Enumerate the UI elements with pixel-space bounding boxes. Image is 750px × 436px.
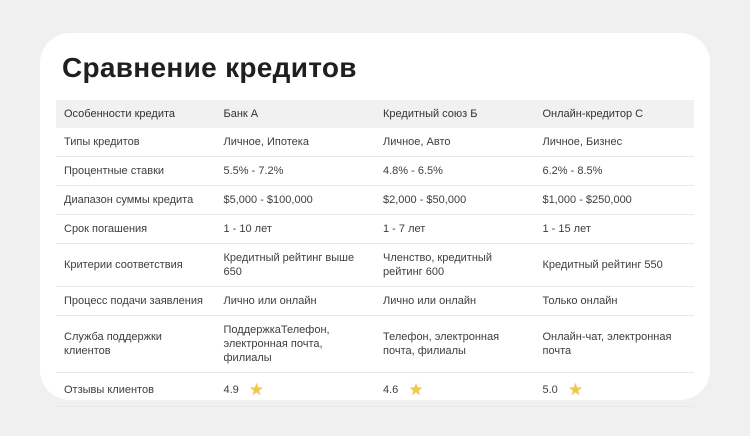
value-cell: Личное, Ипотека (216, 128, 376, 157)
value-cell: Личное, Бизнес (535, 128, 695, 157)
value-cell: Лично или онлайн (216, 287, 376, 316)
table-row-application-process (56, 287, 694, 316)
value-cell: 1 - 15 лет (535, 215, 695, 244)
feature-cell: Диапазон суммы кредита (56, 186, 216, 215)
value-cell: Кредитный рейтинг 550 (535, 244, 695, 287)
column-header-bank-a: Банк А (216, 100, 376, 128)
value-cell: $5,000 - $100,000 (216, 186, 376, 215)
value-cell: 5.5% - 7.2% (216, 157, 376, 186)
value-cell: Только онлайн (535, 287, 695, 316)
table-row-repayment-term (56, 215, 694, 244)
value-cell: ПоддержкаТелефон, электронная почта, филиалы (216, 316, 376, 373)
value-cell: $2,000 - $50,000 (375, 186, 535, 215)
table-header-row (56, 100, 694, 128)
column-header-online-lender-c: Онлайн-кредитор С (535, 100, 695, 128)
rating-value: 5.0 (542, 383, 558, 396)
rating-value: 4.6 (383, 383, 399, 396)
star-icon: ★ (567, 380, 584, 399)
page-title: Сравнение кредитов (62, 52, 357, 83)
value-cell: 1 - 10 лет (216, 215, 376, 244)
rating-cell (375, 373, 535, 407)
star-icon: ★ (408, 380, 424, 399)
value-cell: Телефон, электронная почта, филиалы (375, 316, 535, 373)
value-cell: Онлайн-чат, электронная почта (535, 316, 695, 373)
feature-cell: Процесс подачи заявления (56, 287, 216, 316)
value-cell: Личное, Авто (375, 128, 535, 157)
feature-cell: Типы кредитов (56, 128, 216, 157)
feature-cell: Служба поддержки клиентов (56, 316, 216, 373)
table-row-customer-support (56, 316, 694, 373)
table-row-interest-rates (56, 157, 694, 186)
rating-cell (535, 373, 695, 407)
value-cell: 4.8% - 6.5% (375, 157, 535, 186)
column-header-credit-union-b: Кредитный союз Б (375, 100, 535, 128)
table-row-loan-types (56, 128, 694, 157)
column-header-features: Особенности кредита (56, 100, 216, 128)
value-cell: 1 - 7 лет (375, 215, 535, 244)
feature-cell: Процентные ставки (56, 157, 216, 186)
feature-cell: Отзывы клиентов (56, 373, 216, 407)
feature-cell: Срок погашения (56, 215, 216, 244)
value-cell: Кредитный рейтинг выше 650 (216, 244, 376, 287)
rating-cell (216, 373, 376, 407)
value-cell: $1,000 - $250,000 (535, 186, 695, 215)
table-row-eligibility-criteria (56, 244, 694, 287)
comparison-card (40, 33, 710, 400)
comparison-table (56, 100, 694, 407)
star-icon: ★ (248, 380, 265, 399)
table-row-customer-reviews (56, 373, 694, 407)
value-cell: 6.2% - 8.5% (535, 157, 695, 186)
table-row-loan-amount-range (56, 186, 694, 215)
value-cell: Лично или онлайн (375, 287, 535, 316)
value-cell: Членство, кредитный рейтинг 600 (375, 244, 535, 287)
rating-value: 4.9 (223, 383, 239, 396)
feature-cell: Критерии соответствия (56, 244, 216, 287)
